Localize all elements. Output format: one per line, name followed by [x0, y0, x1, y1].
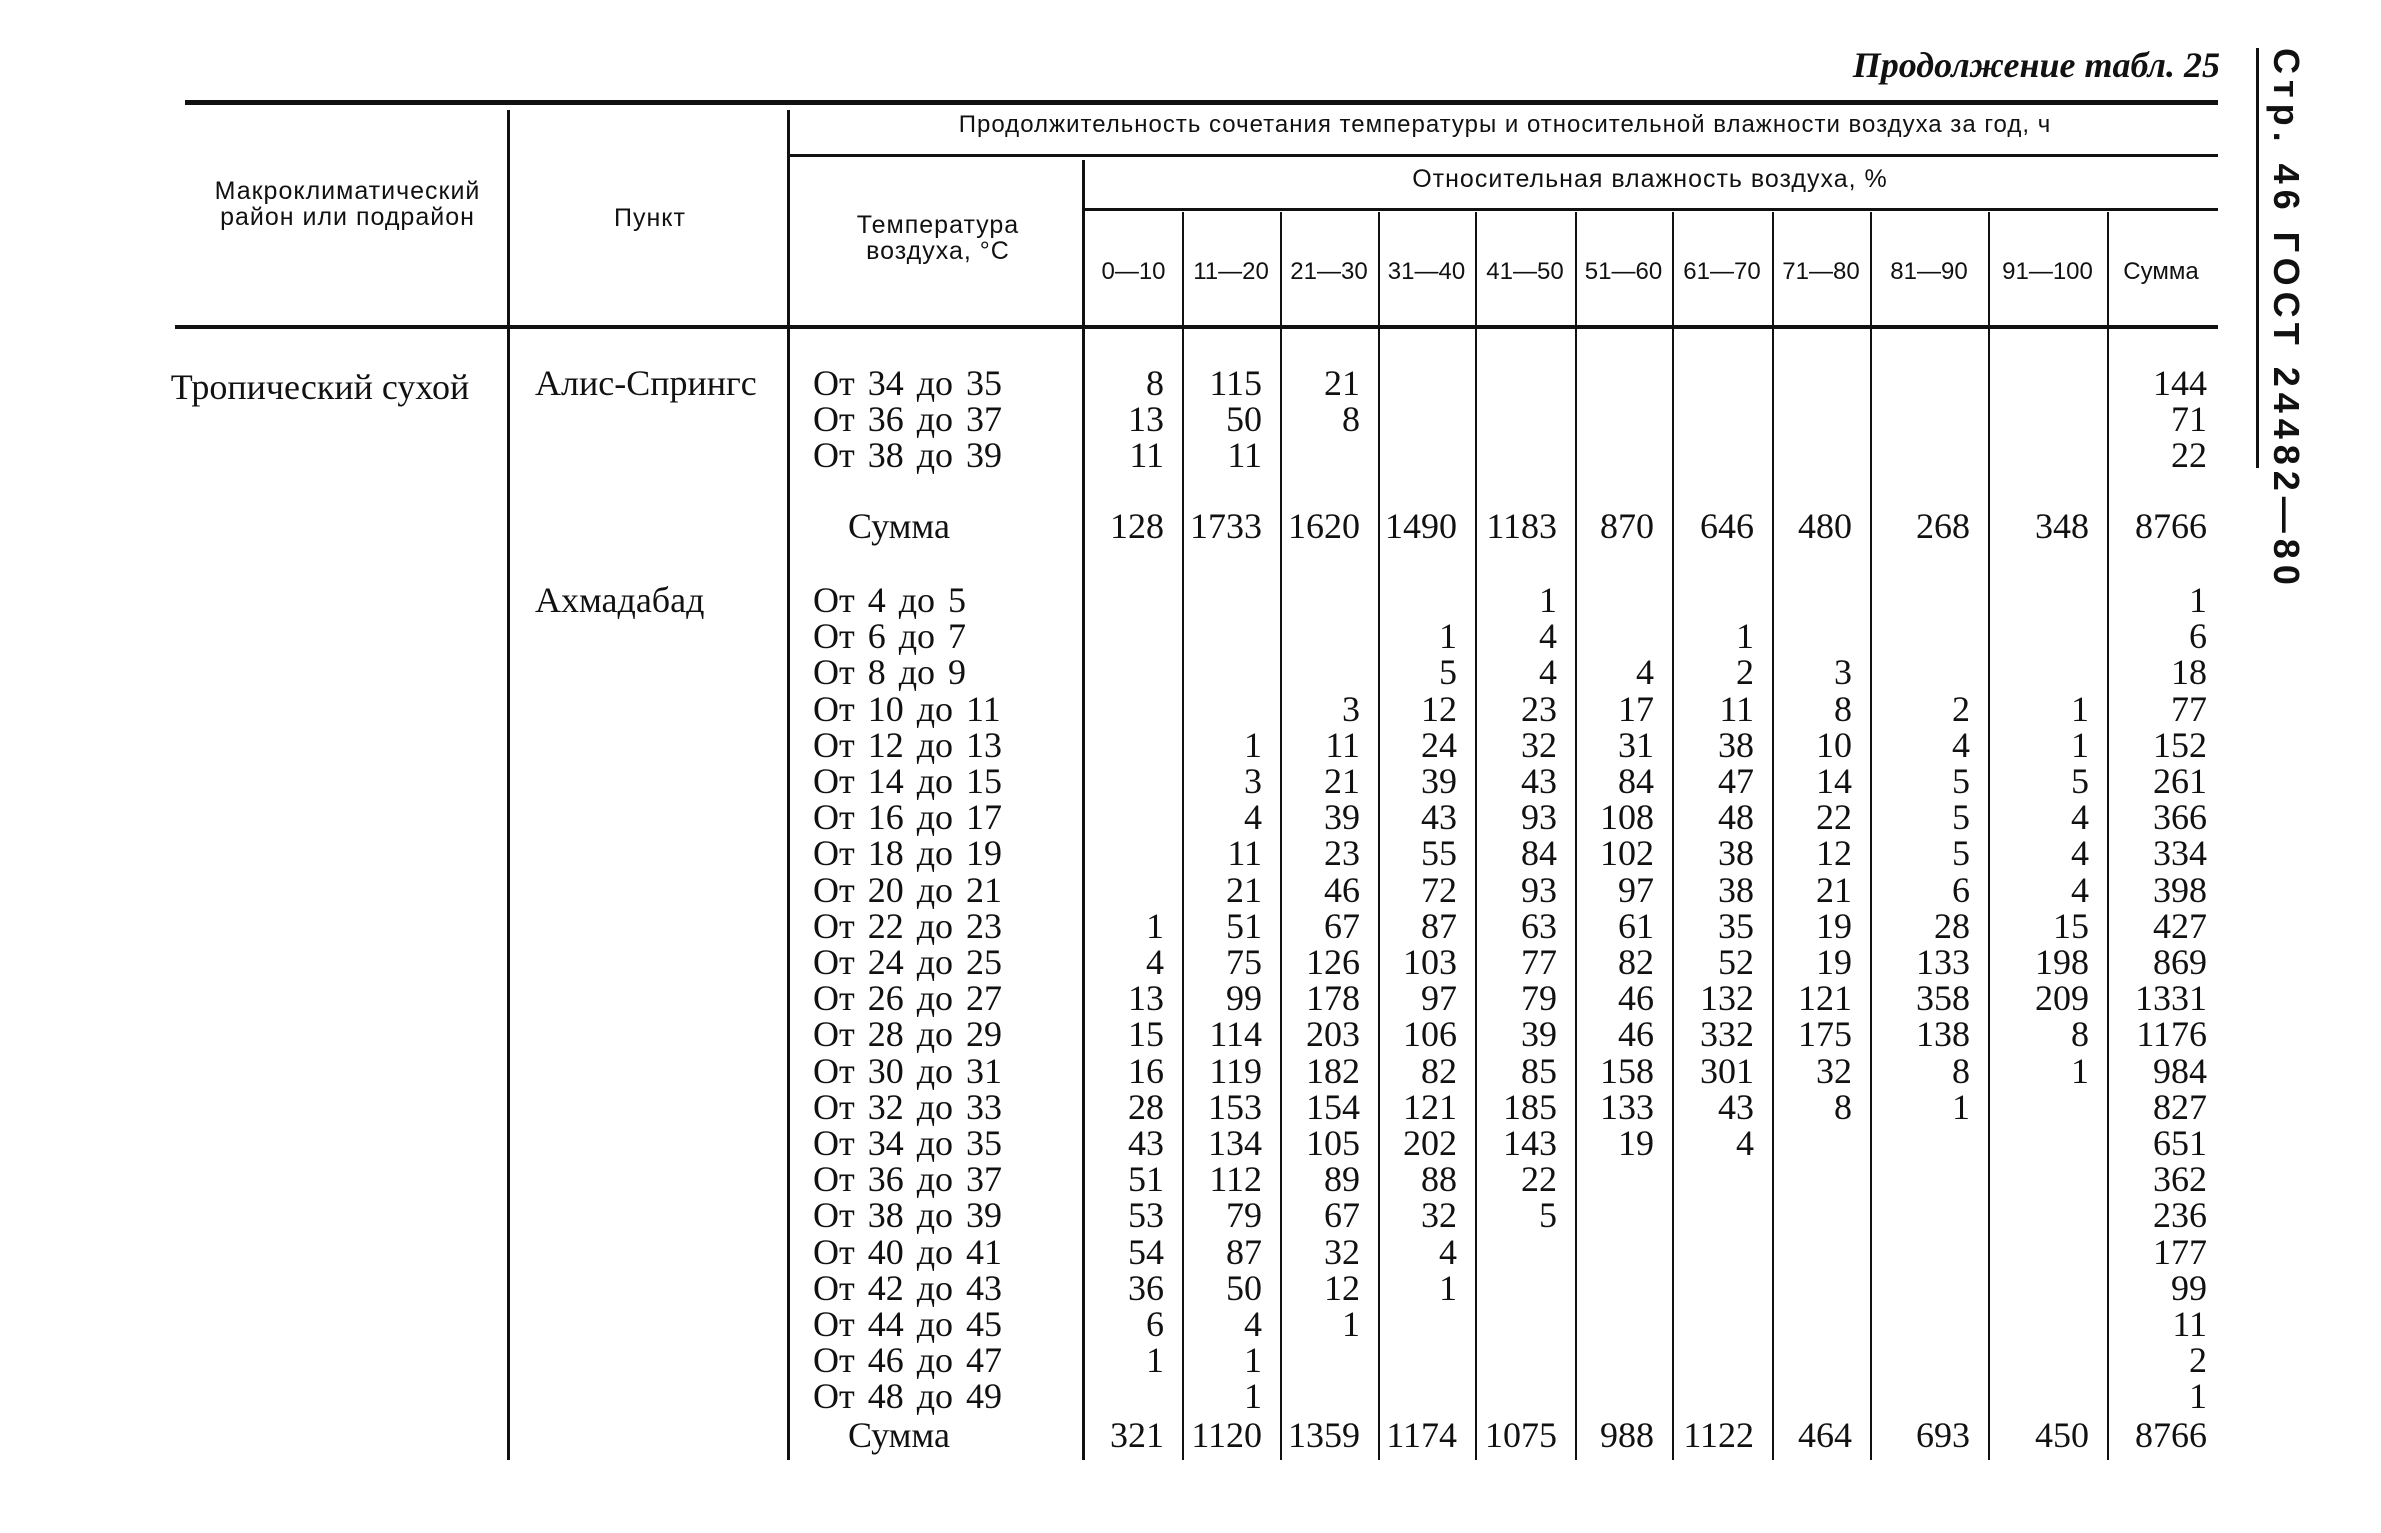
table-row-cell: 11 — [1227, 435, 1262, 475]
sum-row-cell: 464 — [1798, 1415, 1852, 1455]
table-row-cell: 67 — [1324, 1195, 1360, 1235]
point-name: Алис-Спрингс — [535, 363, 757, 403]
table-row-cell: 2 — [2189, 1340, 2207, 1380]
table-row-cell: 1 — [2071, 725, 2089, 765]
table-row-cell: 43 — [1521, 761, 1557, 801]
table-row-cell: 79 — [1226, 1195, 1262, 1235]
sum-row-cell: 1174 — [1386, 1415, 1457, 1455]
table-row-cell: 103 — [1403, 942, 1457, 982]
table-row-cell: 87 — [1421, 906, 1457, 946]
table-row-cell: 2 — [1952, 689, 1970, 729]
table-row-cell: 8 — [1342, 399, 1360, 439]
table-row-cell: 55 — [1421, 833, 1457, 873]
table-row-cell: 11 — [1227, 833, 1262, 873]
table-row-cell: 154 — [1306, 1087, 1360, 1127]
table-row-cell: 21 — [1324, 363, 1360, 403]
table-row-cell: 99 — [2171, 1268, 2207, 1308]
table-row-cell: 1 — [1439, 1268, 1457, 1308]
table-row-cell: 1 — [2189, 580, 2207, 620]
table-row-cell: 10 — [1816, 725, 1852, 765]
table-row-cell: 1 — [1539, 580, 1557, 620]
table-row-cell: 1331 — [2135, 978, 2207, 1018]
table-row-cell: 138 — [1916, 1014, 1970, 1054]
sum-row-cell: 1075 — [1485, 1415, 1557, 1455]
table-row-cell: 4 — [1736, 1123, 1754, 1163]
table-row-cell: 651 — [2153, 1123, 2207, 1163]
temperature-range: От 32 до 33 — [813, 1087, 1003, 1127]
humidity-range-header: 21—30 — [1290, 258, 1368, 285]
table-row-cell: 4 — [1539, 616, 1557, 656]
table-row-cell: 152 — [2153, 725, 2207, 765]
table-row-cell: 12 — [1816, 833, 1852, 873]
table-row-cell: 175 — [1798, 1014, 1852, 1054]
table-row-cell: 67 — [1324, 906, 1360, 946]
table-row-cell: 54 — [1128, 1232, 1164, 1272]
table-row-cell: 4 — [1636, 652, 1654, 692]
temperature-range: От 4 до 5 — [813, 580, 967, 620]
table-row-cell: 121 — [1798, 978, 1852, 1018]
temperature-range: От 48 до 49 — [813, 1376, 1003, 1416]
table-row-cell: 209 — [2035, 978, 2089, 1018]
sum-row-cell: 8766 — [2135, 506, 2207, 546]
table-row-cell: 115 — [1209, 363, 1262, 403]
table-row-cell: 132 — [1700, 978, 1754, 1018]
table-row-cell: 39 — [1521, 1014, 1557, 1054]
table-row-cell: 177 — [2153, 1232, 2207, 1272]
side-label: Стр. 46 ГОСТ 24482—80 — [2266, 48, 2307, 591]
table-row-cell: 362 — [2153, 1159, 2207, 1199]
table-row-cell: 8 — [1952, 1051, 1970, 1091]
table-row-cell: 133 — [1600, 1087, 1654, 1127]
table-row-cell: 46 — [1324, 870, 1360, 910]
table-row-cell: 4 — [2071, 870, 2089, 910]
table-row-cell: 93 — [1521, 797, 1557, 837]
table-row-cell: 36 — [1128, 1268, 1164, 1308]
table-row-cell: 85 — [1521, 1051, 1557, 1091]
humidity-range-header: 71—80 — [1782, 258, 1860, 285]
table-row-cell: 301 — [1700, 1051, 1754, 1091]
table-row-cell: 108 — [1600, 797, 1654, 837]
table-row-cell: 8 — [1834, 1087, 1852, 1127]
table-row-cell: 22 — [1816, 797, 1852, 837]
temperature-range: От 12 до 13 — [813, 725, 1003, 765]
table-row-cell: 11 — [2172, 1304, 2207, 1344]
sum-row-cell: 268 — [1916, 506, 1970, 546]
temperature-range: От 34 до 35 — [813, 363, 1003, 403]
sum-row-cell: 693 — [1916, 1415, 1970, 1455]
table-row-cell: 39 — [1421, 761, 1457, 801]
table-row-cell: 82 — [1421, 1051, 1457, 1091]
sum-row-cell: 646 — [1700, 506, 1754, 546]
table-row-cell: 11 — [1325, 725, 1360, 765]
humidity-range-header: 51—60 — [1584, 258, 1663, 285]
table-row-cell: 5 — [1952, 797, 1970, 837]
table-row-cell: 427 — [2153, 906, 2207, 946]
table-row-cell: 182 — [1306, 1051, 1360, 1091]
table-row-cell: 1 — [2071, 689, 2089, 729]
table-row-cell: 236 — [2153, 1195, 2207, 1235]
table-row-cell: 1 — [1146, 1340, 1164, 1380]
table-row-cell: 31 — [1618, 725, 1654, 765]
table-row-cell: 1 — [1244, 1340, 1262, 1380]
table-row-cell: 22 — [2171, 435, 2207, 475]
sum-row-cell: 8766 — [2135, 1415, 2207, 1455]
table-row-cell: 28 — [1934, 906, 1970, 946]
table-row-cell: 114 — [1209, 1014, 1262, 1054]
page-header: Продолжение табл. 25 — [1852, 45, 2220, 85]
table-row-cell: 82 — [1618, 942, 1654, 982]
temperature-range: От 30 до 31 — [813, 1051, 1003, 1091]
table-row-cell: 51 — [1128, 1159, 1164, 1199]
table-row-cell: 153 — [1208, 1087, 1262, 1127]
table-row-cell: 32 — [1324, 1232, 1360, 1272]
table-row-cell: 38 — [1718, 833, 1754, 873]
temperature-range: От 40 до 41 — [813, 1232, 1003, 1272]
table-row-cell: 134 — [1208, 1123, 1262, 1163]
table-row-cell: 14 — [1816, 761, 1852, 801]
temperature-range: От 6 до 7 — [813, 616, 967, 656]
humidity-range-header: 81—90 — [1890, 258, 1968, 285]
table-row-cell: 43 — [1718, 1087, 1754, 1127]
table-row-cell: 46 — [1618, 1014, 1654, 1054]
table-row-cell: 21 — [1226, 870, 1262, 910]
table-row-cell: 827 — [2153, 1087, 2207, 1127]
table-row-cell: 4 — [1244, 1304, 1262, 1344]
humidity-range-header: Сумма — [2123, 258, 2199, 285]
table-row-cell: 185 — [1503, 1087, 1557, 1127]
temperature-range: От 34 до 35 — [813, 1123, 1003, 1163]
header-region: Макроклиматический район или подрайон — [214, 177, 481, 232]
table-row-cell: 119 — [1209, 1051, 1262, 1091]
table-row-cell: 35 — [1718, 906, 1754, 946]
table-row-cell: 6 — [1146, 1304, 1164, 1344]
table-row-cell: 3 — [1342, 689, 1360, 729]
table-row-cell: 24 — [1421, 725, 1457, 765]
sum-row-cell: 1490 — [1385, 506, 1457, 546]
table-row-cell: 1 — [1244, 725, 1262, 765]
sum-row-cell: 480 — [1798, 506, 1852, 546]
table-row-cell: 869 — [2153, 942, 2207, 982]
sum-row-cell: 1120 — [1191, 1415, 1262, 1455]
table-row-cell: 1 — [1736, 616, 1754, 656]
table-row-cell: 366 — [2153, 797, 2207, 837]
region-name: Тропический сухой — [170, 367, 470, 407]
table-row-cell: 121 — [1403, 1087, 1457, 1127]
humidity-range-header: 0—10 — [1101, 258, 1166, 285]
table-row-cell: 105 — [1306, 1123, 1360, 1163]
table-row-cell: 21 — [1324, 761, 1360, 801]
table-row-cell: 5 — [1952, 833, 1970, 873]
table-row-cell: 12 — [1421, 689, 1457, 729]
table-row-cell: 112 — [1209, 1159, 1262, 1199]
table-row-cell: 52 — [1718, 942, 1754, 982]
temperature-range: От 26 до 27 — [813, 978, 1003, 1018]
temperature-range: От 10 до 11 — [813, 689, 1001, 729]
sum-row-cell: 128 — [1110, 506, 1164, 546]
temperature-range: От 46 до 47 — [813, 1340, 1003, 1380]
table-row-cell: 334 — [2153, 833, 2207, 873]
temperature-range: От 20 до 21 — [813, 870, 1003, 910]
sum-row-cell: 870 — [1600, 506, 1654, 546]
table-row-cell: 3 — [1834, 652, 1852, 692]
sum-row-cell: 321 — [1110, 1415, 1164, 1455]
sum-row-cell: 988 — [1600, 1415, 1654, 1455]
table-row-cell: 89 — [1324, 1159, 1360, 1199]
table-row-cell: 72 — [1421, 870, 1457, 910]
sum-row-cell: 1183 — [1486, 506, 1557, 546]
table-row-cell: 19 — [1816, 942, 1852, 982]
table-row-cell: 11 — [1129, 435, 1164, 475]
humidity-range-header: 31—40 — [1387, 258, 1466, 285]
table-row-cell: 4 — [1439, 1232, 1457, 1272]
table-row-cell: 23 — [1324, 833, 1360, 873]
table-row-cell: 46 — [1618, 978, 1654, 1018]
table-row-cell: 203 — [1306, 1014, 1360, 1054]
table-row-cell: 1 — [2189, 1376, 2207, 1416]
table-row-cell: 4 — [2071, 833, 2089, 873]
temperature-range: От 44 до 45 — [813, 1304, 1003, 1344]
table-row-cell: 6 — [2189, 616, 2207, 656]
table-row-cell: 88 — [1421, 1159, 1457, 1199]
table-row-cell: 93 — [1521, 870, 1557, 910]
table-row-cell: 38 — [1718, 870, 1754, 910]
table-row-cell: 5 — [1952, 761, 1970, 801]
table-row-cell: 16 — [1128, 1051, 1164, 1091]
table-row-cell: 5 — [1539, 1195, 1557, 1235]
table-row-cell: 8 — [1146, 363, 1164, 403]
table-top-rule — [185, 100, 2218, 105]
table-row-cell: 1 — [1439, 616, 1457, 656]
table-row-cell: 1 — [1952, 1087, 1970, 1127]
table-row-cell: 53 — [1128, 1195, 1164, 1235]
temperature-range: От 22 до 23 — [813, 906, 1003, 946]
table-row-cell: 4 — [1539, 652, 1557, 692]
temperature-range: От 28 до 29 — [813, 1014, 1003, 1054]
table-row-cell: 84 — [1521, 833, 1557, 873]
table-row-cell: 144 — [2153, 363, 2207, 403]
table-row-cell: 77 — [2171, 689, 2207, 729]
sum-row-cell: 1733 — [1190, 506, 1262, 546]
sum-row-cell: 1122 — [1683, 1415, 1754, 1455]
table-row-cell: 4 — [1952, 725, 1970, 765]
table-row-cell: 18 — [2171, 652, 2207, 692]
divider-region — [507, 110, 510, 1460]
table-row-cell: 47 — [1718, 761, 1754, 801]
table-row-cell: 126 — [1306, 942, 1360, 982]
table-row-cell: 22 — [1521, 1159, 1557, 1199]
humidity-range-header: 91—100 — [2002, 258, 2093, 285]
sum-row-cell: 1620 — [1288, 506, 1360, 546]
table-row-cell: 63 — [1521, 906, 1557, 946]
table-row-cell: 28 — [1128, 1087, 1164, 1127]
table-row-cell: 99 — [1226, 978, 1262, 1018]
header-humidity: Относительная влажность воздуха, % — [1412, 165, 1888, 193]
table-row-cell: 75 — [1226, 942, 1262, 982]
temperature-range: От 24 до 25 — [813, 942, 1003, 982]
point-name: Ахмадабад — [535, 580, 705, 620]
table-row-cell: 51 — [1226, 906, 1262, 946]
table-row-cell: 398 — [2153, 870, 2207, 910]
side-rule — [2256, 48, 2259, 468]
duration-header-rule — [790, 154, 2218, 157]
table-row-cell: 97 — [1618, 870, 1654, 910]
temperature-range: От 14 до 15 — [813, 761, 1003, 801]
table-row-cell: 32 — [1816, 1051, 1852, 1091]
table-row-cell: 4 — [2071, 797, 2089, 837]
table-row-cell: 38 — [1718, 725, 1754, 765]
table-row-cell: 1 — [1244, 1376, 1262, 1416]
table-row-cell: 4 — [1146, 942, 1164, 982]
header-point: Пункт — [614, 204, 686, 232]
temperature-range: От 38 до 39 — [813, 1195, 1003, 1235]
table-row-cell: 8 — [1834, 689, 1852, 729]
sum-row-cell: 348 — [2035, 506, 2089, 546]
temperature-range: От 8 до 9 — [813, 652, 967, 692]
table-row-cell: 61 — [1618, 906, 1654, 946]
table-row-cell: 71 — [2171, 399, 2207, 439]
table-row-cell: 178 — [1306, 978, 1360, 1018]
sum-row-cell: 1359 — [1288, 1415, 1360, 1455]
temperature-range: От 16 до 17 — [813, 797, 1003, 837]
table-row-cell: 13 — [1128, 399, 1164, 439]
table-row-cell: 77 — [1521, 942, 1557, 982]
divider-point — [787, 110, 790, 1460]
table-row-cell: 48 — [1718, 797, 1754, 837]
table-row-cell: 15 — [1128, 1014, 1164, 1054]
table-row-cell: 43 — [1128, 1123, 1164, 1163]
temperature-range: От 18 до 19 — [813, 833, 1003, 873]
temperature-range: От 36 до 37 — [813, 399, 1003, 439]
table-row-cell: 1 — [1342, 1304, 1360, 1344]
table-row-cell: 79 — [1521, 978, 1557, 1018]
table-row-cell: 984 — [2153, 1051, 2207, 1091]
table-row-cell: 106 — [1403, 1014, 1457, 1054]
table-row-cell: 158 — [1600, 1051, 1654, 1091]
table-row-cell: 12 — [1324, 1268, 1360, 1308]
table-row-cell: 5 — [1439, 652, 1457, 692]
table-row-cell: 143 — [1503, 1123, 1557, 1163]
humidity-header-rule — [1085, 208, 2218, 211]
table-row-cell: 15 — [2053, 906, 2089, 946]
header-bottom-rule — [175, 325, 2218, 329]
table-row-cell: 87 — [1226, 1232, 1262, 1272]
table-row-cell: 32 — [1521, 725, 1557, 765]
table-row-cell: 17 — [1618, 689, 1654, 729]
table-row-cell: 32 — [1421, 1195, 1457, 1235]
table-row-cell: 3 — [1244, 761, 1262, 801]
humidity-range-header: 11—20 — [1193, 258, 1269, 285]
table-row-cell: 5 — [2071, 761, 2089, 801]
table-row-cell: 332 — [1700, 1014, 1754, 1054]
table-row-cell: 202 — [1403, 1123, 1457, 1163]
table-row-cell: 4 — [1244, 797, 1262, 837]
table-row-cell: 198 — [2035, 942, 2089, 982]
table-row-cell: 358 — [1916, 978, 1970, 1018]
table-row-cell: 23 — [1521, 689, 1557, 729]
table-row-cell: 13 — [1128, 978, 1164, 1018]
humidity-range-header: 61—70 — [1683, 258, 1761, 285]
table-row-cell: 1 — [1146, 906, 1164, 946]
table-row-cell: 50 — [1226, 1268, 1262, 1308]
table-row-cell: 43 — [1421, 797, 1457, 837]
temperature-range: От 38 до 39 — [813, 435, 1003, 475]
table-row-cell: 21 — [1816, 870, 1852, 910]
table-row-cell: 133 — [1916, 942, 1970, 982]
table-row-cell: 19 — [1816, 906, 1852, 946]
table-row-cell: 84 — [1618, 761, 1654, 801]
table-row-cell: 8 — [2071, 1014, 2089, 1054]
sum-row-cell: 450 — [2035, 1415, 2089, 1455]
table-row-cell: 50 — [1226, 399, 1262, 439]
table-row-cell: 1 — [2071, 1051, 2089, 1091]
table-row-cell: 97 — [1421, 978, 1457, 1018]
table-row-cell: 6 — [1952, 870, 1970, 910]
table-row-cell: 39 — [1324, 797, 1360, 837]
sum-label: Сумма — [848, 506, 950, 546]
table-row-cell: 2 — [1736, 652, 1754, 692]
temperature-range: От 36 до 37 — [813, 1159, 1003, 1199]
sum-label: Сумма — [848, 1415, 950, 1455]
table-row-cell: 19 — [1618, 1123, 1654, 1163]
table-row-cell: 102 — [1600, 833, 1654, 873]
table-row-cell: 11 — [1719, 689, 1754, 729]
temperature-range: От 42 до 43 — [813, 1268, 1003, 1308]
header-duration: Продолжительность сочетания температуры и относительной влажности воздуха за год, ч — [958, 111, 2052, 138]
header-temperature: Температура воздуха, °С — [856, 211, 1020, 266]
table-row-cell: 261 — [2153, 761, 2207, 801]
humidity-range-header: 41—50 — [1486, 258, 1564, 285]
table-row-cell: 1176 — [2136, 1014, 2207, 1054]
